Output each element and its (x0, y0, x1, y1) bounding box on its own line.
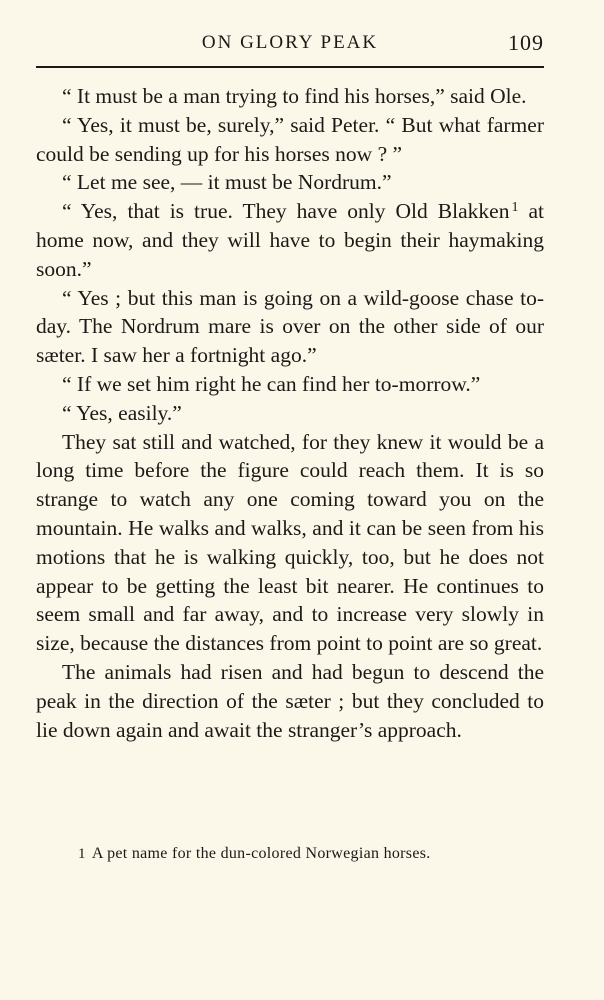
paragraph-4-text-after: at home now, and they will have to begin their haymaking soon.” (36, 199, 544, 281)
footnote-mark: 1 (78, 846, 86, 862)
footnote-text: A pet name for the dun-colored Norwegian horses. (91, 845, 431, 862)
header-rule (36, 66, 544, 68)
footnote-reference: 1 (511, 200, 519, 216)
paragraph-1: “ It must be a man trying to find his horses,” said Ole. (62, 84, 527, 108)
running-title: ON GLORY PEAK (201, 32, 379, 53)
paragraph-8: They sat still and watched, for they knew it would be a long time before the figure could reach them. It is so strange to watch any one coming toward you on the mountain. He walks and walks, and it can be seen from his motions that he is walking quickly, too, but he does not appear to be getting the least bit nearer. He continues to seem small and far away, and to increase very slowly in size, because the distances from point to point are so great. (36, 429, 544, 656)
running-head (36, 30, 544, 58)
paragraph-4 (36, 197, 544, 283)
paragraph-2: “ Yes, it must be, surely,” said Peter. “ But what farmer could be sending up for his horses now ? ” (36, 112, 544, 166)
paragraph-9: The animals had risen and had begun to descend the peak in the direction of the sæter ; but they concluded to lie down again and await the stranger’s approach. (36, 659, 544, 742)
footnote (78, 843, 558, 865)
paragraph-5: “ Yes ; but this man is going on a wild-goose chase to-day. The Nordrum mare is over on the other side of our sæter. I saw her a fortnight ago.” (36, 285, 544, 368)
paragraph-3: “ Let me see, — it must be Nordrum.” (62, 170, 392, 195)
body-text (36, 82, 544, 744)
page-number: 109 (508, 30, 544, 55)
paragraph-4-text: “ Yes, that is true. They have only Old Blakken (62, 199, 510, 224)
paragraph-7: “ Yes, easily.” (62, 400, 182, 425)
paragraph-6: “ If we set him right he can find her to-morrow.” (62, 371, 481, 396)
